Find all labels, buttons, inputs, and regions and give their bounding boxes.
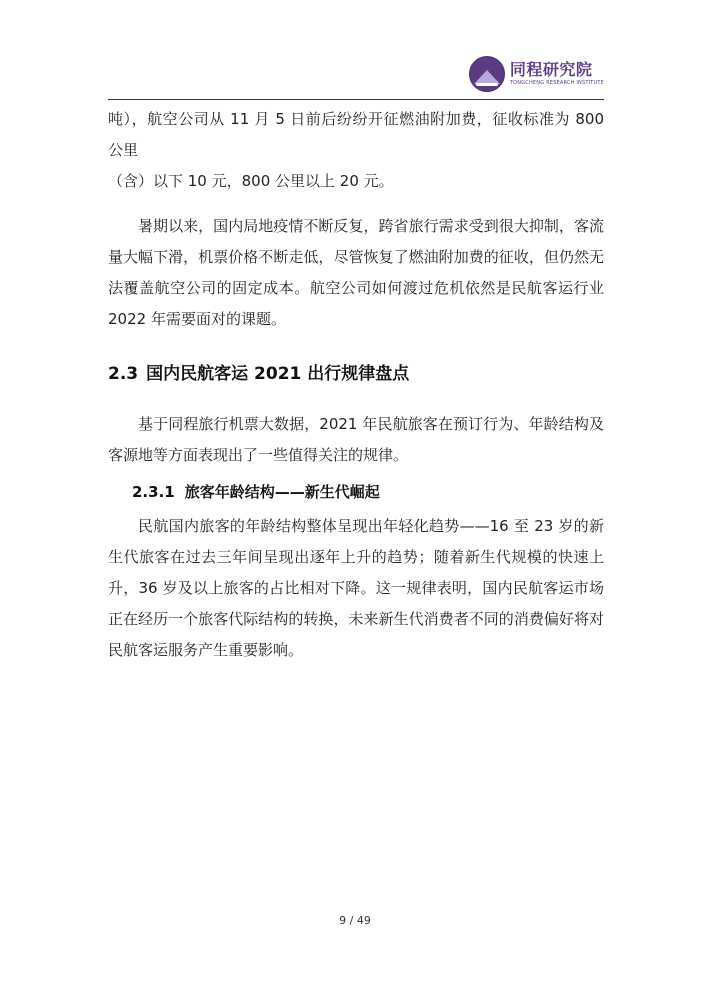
subsection-title: 旅客年龄结构——新生代崛起 <box>184 483 380 501</box>
section-title: 国内民航客运 2021 出行规律盘点 <box>146 364 410 384</box>
paragraph-line: 吨），航空公司从 11 月 5 日前后纷纷开征燃油附加费，征收标准为 800 公里 <box>108 110 604 159</box>
mountain-emblem-icon <box>469 56 505 92</box>
paragraph-intro-2021: 基于同程旅行机票大数据，2021 年民航旅客在预订行为、年龄结构及客源地等方面表现出了一些值得关注的规律。 <box>108 415 604 464</box>
paragraph-summer-epidemic: 暑期以来，国内局地疫情不断反复，跨省旅行需求受到很大抑制，客流量大幅下滑，机票价格不断走低，尽管恢复了燃油附加费的征收，但仍然无法覆盖航空公司的固定成本。航空公司如何渡过危机依然是民航客运行业 2022 年需要面对的课题。 <box>108 217 604 328</box>
logo-name-en: TONGCHENG RESEARCH INSTITUTE <box>509 80 604 86</box>
page-content <box>108 104 604 666</box>
section-heading <box>108 359 604 389</box>
subsection-heading <box>132 477 604 507</box>
page-header <box>108 52 604 100</box>
header-divider <box>108 99 604 100</box>
paragraph-line: （含）以下 10 元，800 公里以上 20 元。 <box>108 172 394 190</box>
page-number: 9 / 49 <box>339 914 371 927</box>
page-footer <box>0 914 710 927</box>
logo-text <box>510 62 604 86</box>
logo-name-cn: 同程研究院 <box>509 60 593 79</box>
paragraph-fuel-surcharge <box>108 104 604 197</box>
logo <box>469 56 604 92</box>
section-number: 2.3 <box>108 364 139 384</box>
paragraph-age-structure: 民航国内旅客的年龄结构整体呈现出年轻化趋势——16 至 23 岁的新生代旅客在过去三年间呈现出逐年上升的趋势；随着新生代规模的快速上升，36 岁及以上旅客的占比相对下降。这一规律表明，国内民航客运市场正在经历一个旅客代际结构的转换，未来新生代消费者不同的消费偏好将对民航客运服务产生重要影响。 <box>108 517 604 659</box>
subsection-number: 2.3.1 <box>132 483 175 501</box>
